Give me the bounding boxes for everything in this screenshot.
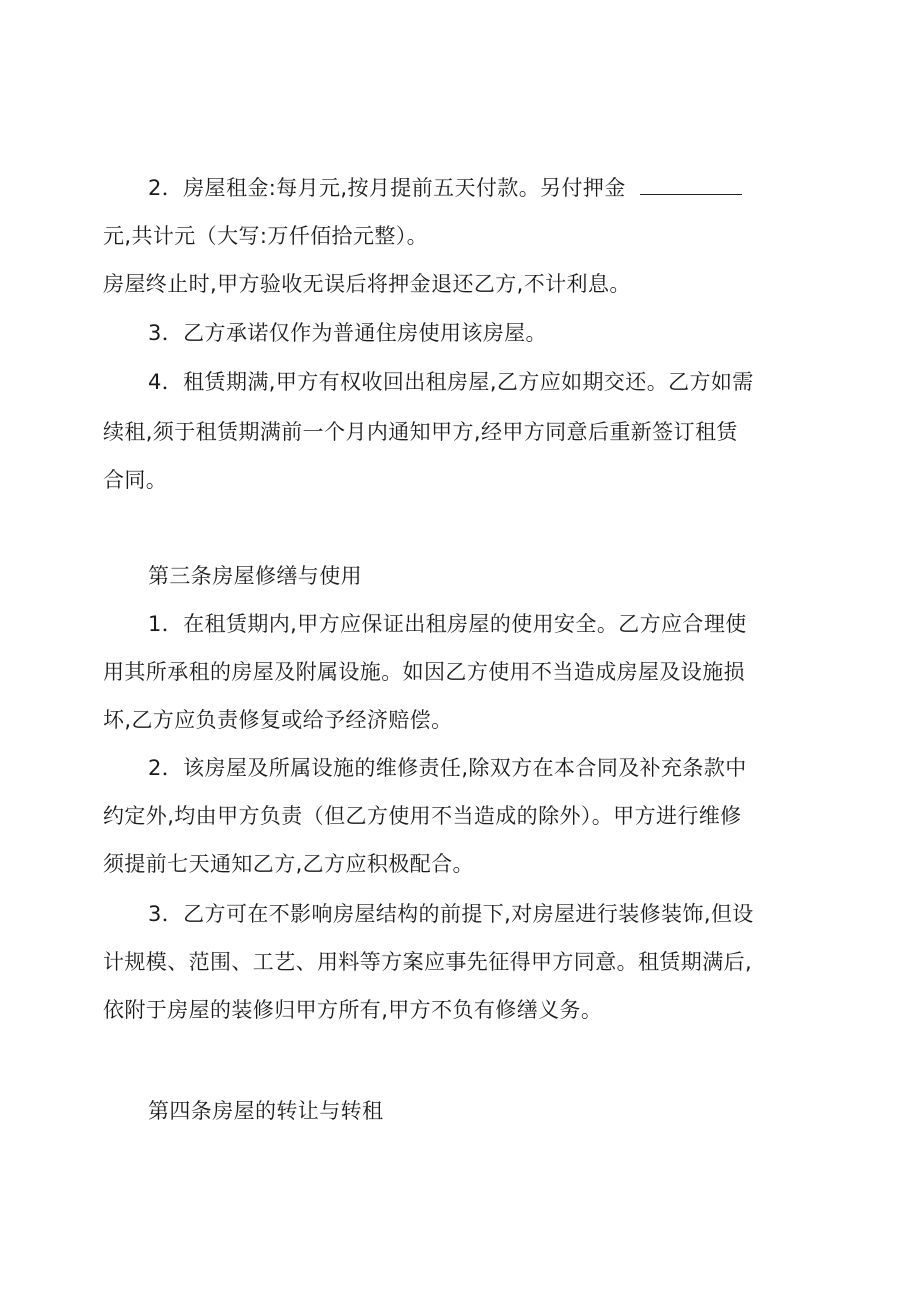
article-3-item-3-line-3: 依附于房屋的装修归甲方所有,甲方不负有修缮义务。 [103, 998, 603, 1022]
article-3-item-1-line-3: 坏,乙方应负责修复或给予经济赔偿。 [103, 708, 453, 732]
article-3-item-1-line-2: 用其所承租的房屋及附属设施。如因乙方使用不当造成房屋及设施损 [103, 660, 745, 684]
clause-2-4-line-1: 4．租赁期满,甲方有权收回出租房屋,乙方应如期交还。乙方如需 [148, 370, 754, 394]
article-3-item-2-line-1: 2．该房屋及所属设施的维修责任,除双方在本合同及补充条款中 [148, 756, 747, 780]
article-3-heading: 第三条房屋修缮与使用 [148, 564, 362, 588]
article-3-item-3-line-1: 3．乙方可在不影响房屋结构的前提下,对房屋进行装修装饰,但设 [148, 902, 754, 926]
clause-2-3-line-1: 3．乙方承诺仅作为普通住房使用该房屋。 [148, 321, 547, 345]
article-3-item-1-line-1: 1．在租赁期内,甲方应保证出租房屋的使用安全。乙方应合理使 [148, 612, 747, 636]
clause-2-2-line-3: 房屋终止时,甲方验收无误后将押金退还乙方,不计利息。 [103, 272, 631, 296]
deposit-blank-field [640, 176, 742, 195]
article-3-item-2-line-3: 须提前七天通知乙方,乙方应积极配合。 [103, 852, 474, 876]
article-3-item-2-line-2: 约定外,均由甲方负责（但乙方使用不当造成的除外）。甲方进行维修 [103, 804, 742, 828]
clause-2-4-line-3: 合同。 [103, 468, 168, 492]
article-3-item-3-line-2: 计规模、范围、工艺、用料等方案应事先征得甲方同意。租赁期满后, [103, 950, 753, 974]
article-4-heading: 第四条房屋的转让与转租 [148, 1099, 384, 1123]
clause-2-2-line-2: 元,共计元（大写:万仟佰拾元整）。 [103, 224, 429, 248]
clause-2-2-line-1 [148, 173, 742, 203]
clause-2-2-text-1: 2．房屋租金:每月元,按月提前五天付款。另付押金 [148, 176, 626, 200]
clause-2-4-line-2: 续租,须于租赁期满前一个月内通知甲方,经甲方同意后重新签订租赁 [103, 420, 738, 444]
